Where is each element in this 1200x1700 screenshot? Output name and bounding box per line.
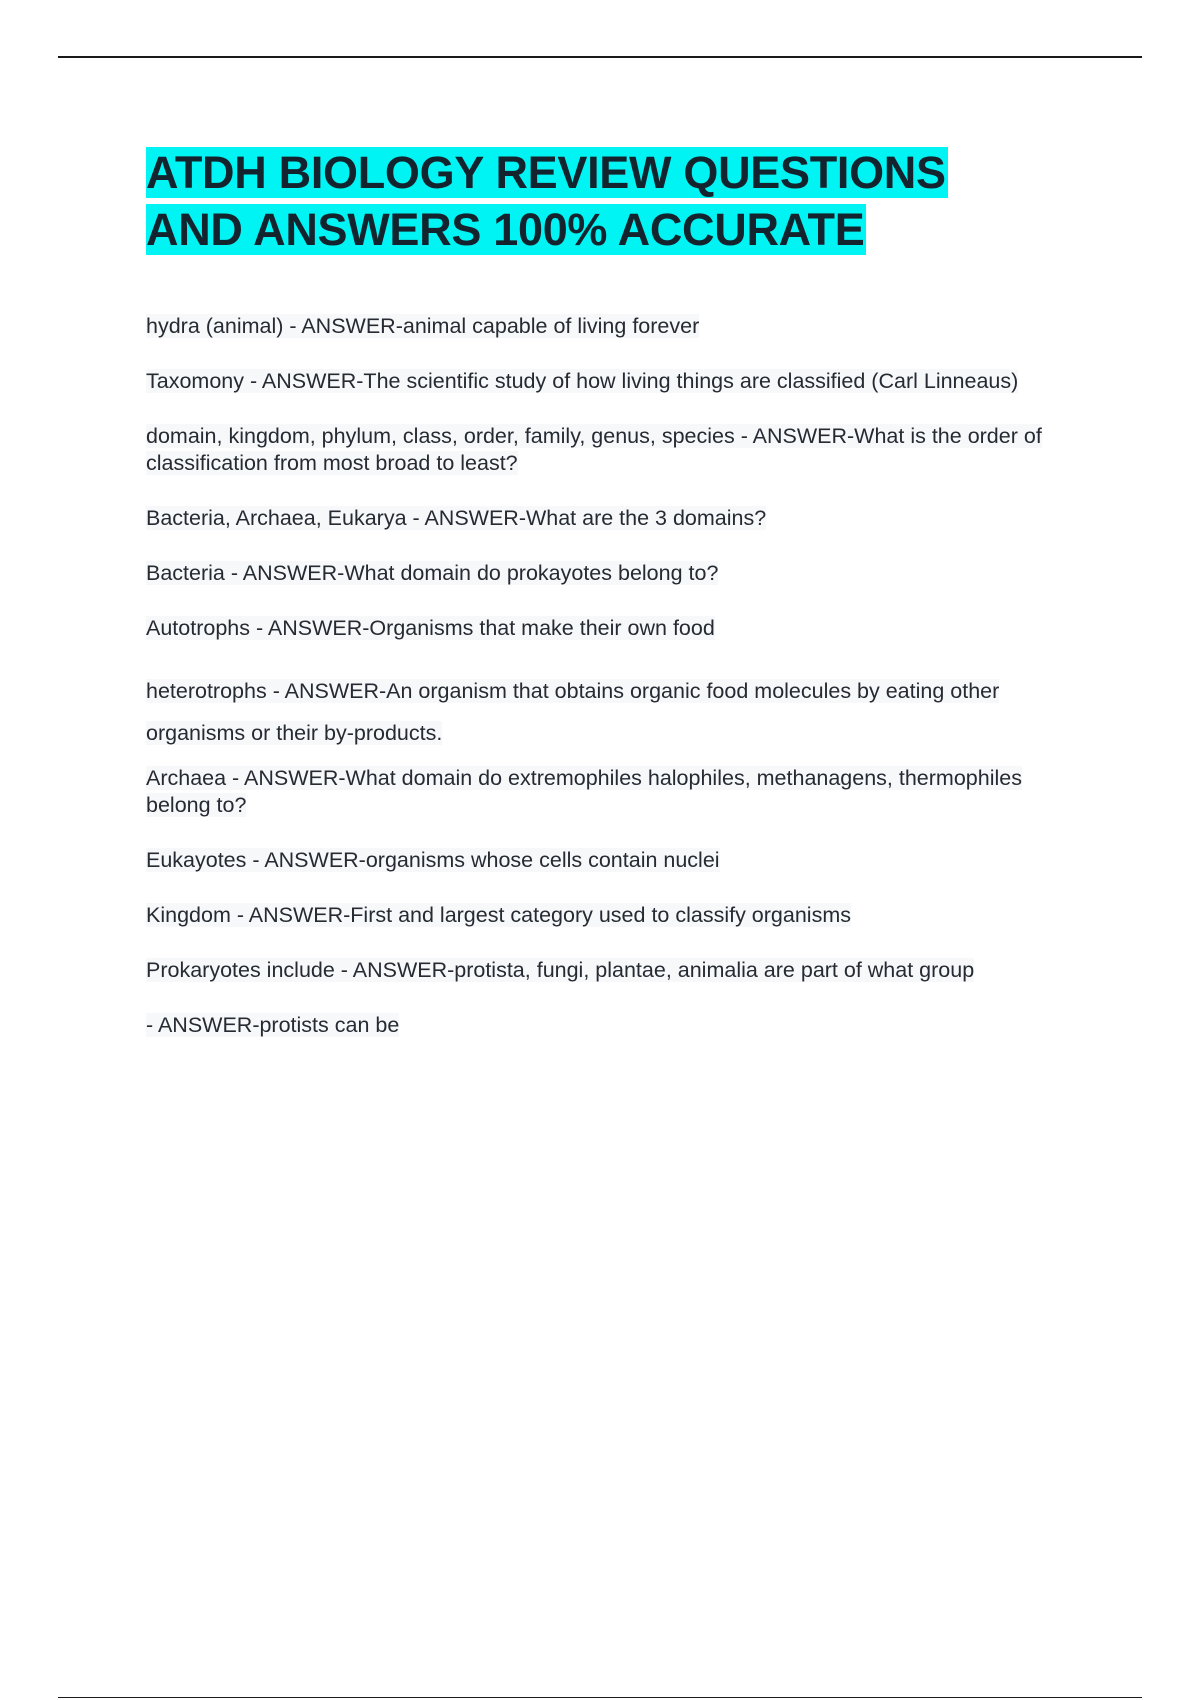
title-line-2: AND ANSWERS 100% ACCURATE xyxy=(146,204,865,255)
qa-entry: Prokaryotes include - ANSWER-protista, fungi, plantae, animalia are part of what group xyxy=(146,958,975,982)
qa-entry: - ANSWER-protists can be xyxy=(146,1013,400,1037)
qa-entry: Autotrophs - ANSWER-Organisms that make their own food xyxy=(146,616,715,640)
qa-entry: heterotrophs - ANSWER-An organism that obtains organic food molecules by eating other organisms or their by-products. xyxy=(146,679,1000,745)
qa-entry: Eukayotes - ANSWER-organisms whose cells contain nuclei xyxy=(146,848,720,872)
qa-entry: domain, kingdom, phylum, class, order, family, genus, species - ANSWER-What is the order of classification from most broad to least? xyxy=(146,424,1042,475)
top-divider xyxy=(58,56,1142,58)
title-line-1: ATDH BIOLOGY REVIEW QUESTIONS xyxy=(146,147,946,198)
qa-list xyxy=(146,313,1086,1039)
qa-entry: hydra (animal) - ANSWER-animal capable of living forever xyxy=(146,314,700,338)
qa-entry: Archaea - ANSWER-What domain do extremophiles halophiles, methanagens, thermophiles belong to? xyxy=(146,766,1022,817)
qa-entry: Taxomony - ANSWER-The scientific study of how living things are classified (Carl Linneaus) xyxy=(146,369,1019,393)
document-title xyxy=(146,144,1086,258)
qa-entry: Bacteria - ANSWER-What domain do prokayotes belong to? xyxy=(146,561,719,585)
bottom-divider xyxy=(58,1697,1142,1698)
document-body xyxy=(146,144,1086,1039)
qa-entry: Bacteria, Archaea, Eukarya - ANSWER-What are the 3 domains? xyxy=(146,506,767,530)
qa-entry: Kingdom - ANSWER-First and largest category used to classify organisms xyxy=(146,903,851,927)
